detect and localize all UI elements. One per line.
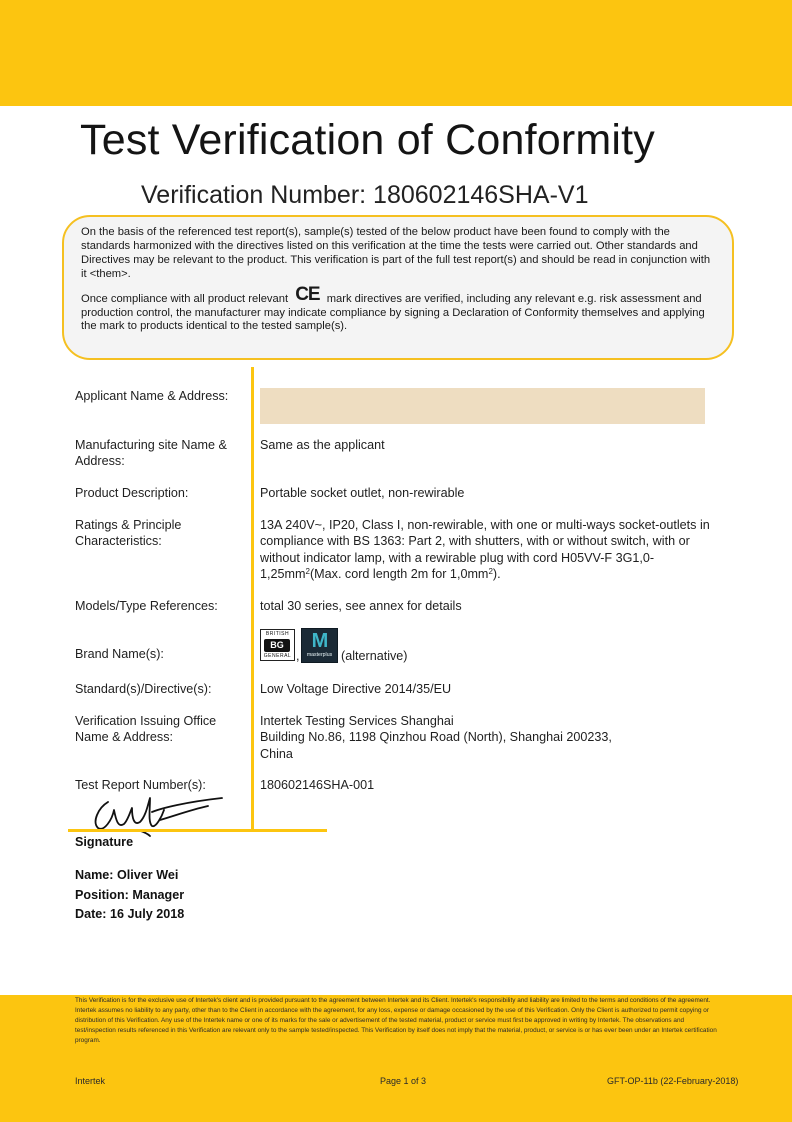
models-value: total 30 series, see annex for details	[260, 599, 462, 613]
ce-mark-icon: CE	[295, 283, 320, 305]
header-band	[0, 0, 792, 106]
manufacturing-value: Same as the applicant	[260, 438, 385, 452]
signature-label: Signature	[75, 835, 134, 849]
ratings-text-3: ).	[492, 566, 501, 581]
intro-paragraph-2-end: mark directives are verified, including any relevant e.g. risk assessment and production control, the manufacturer may indicate compliance by signing a Declaration of Conformity themselves and applying the mark to products identical to the tested sample(s).	[81, 292, 705, 333]
intro-box	[62, 215, 734, 360]
bg-british-general-logo	[260, 629, 295, 661]
ratings-text-1: 13A 240V~, IP20, Class I, non-rewirable, with one or multi-ways socket-outlets in compliance with BS 1363: Part 2, with shutters, with or without switch, with or without indicator lamp, with a rewirable plug with cord H05VV-F 3G1,0-1,25mm	[260, 518, 710, 581]
brand-alternative: (alternative)	[341, 649, 408, 663]
applicant-label: Applicant Name & Address:	[75, 389, 229, 403]
masterplus-logo	[301, 628, 338, 663]
intro-paragraph-1: On the basis of the referenced test report(s), sample(s) tested of the below product have been found to comply with the standards harmonized with the directives listed on this verification at the time the tests were carried out. Other standards and Directives may be relevant to the product. This verification is part of the full test report(s) and should be read in conjunction with it <them>.	[81, 226, 711, 280]
bg-logo-top-text: BRITISH	[265, 631, 290, 637]
bg-logo-main-text: BG	[264, 639, 290, 652]
verification-number: Verification Number: 180602146SHA-V1	[141, 181, 589, 209]
brand-label: Brand Name(s):	[75, 647, 164, 661]
vertical-divider	[251, 367, 254, 830]
signing-date: Date: 16 July 2018	[75, 907, 185, 921]
office-value	[260, 713, 740, 762]
masterplus-logo-text: masterplus	[306, 652, 333, 658]
applicant-redacted-block	[260, 388, 705, 424]
signer-position: Position: Manager	[75, 888, 185, 902]
ratings-label: Ratings & Principle Characteristics:	[75, 518, 182, 549]
models-label: Models/Type References:	[75, 599, 218, 613]
manufacturing-label: Manufacturing site Name & Address:	[75, 438, 227, 469]
bg-logo-bottom-text: GENERAL	[263, 653, 292, 659]
footer-company: Intertek	[75, 1076, 106, 1086]
signer-name: Name: Oliver Wei	[75, 868, 179, 882]
office-label: Verification Issuing Office Name & Address:	[75, 714, 217, 745]
footer-form-code: GFT-OP-11b (22-February-2018)	[607, 1076, 739, 1086]
report-value: 180602146SHA-001	[260, 778, 375, 792]
footer-disclaimer: This Verification is for the exclusive use of Intertek's client and is provided pursuant to the agreement between Intertek and its Client. Intertek's responsibility and liability are limited to the terms and conditions of the agreement. Intertek assumes no liability to any party, other than to the Client in accordance with the agreement, for any loss, expense or damage occasioned by the use of this Verification. Only the Client is authorized to permit copying or distribution of this Verification. Any use of the Intertek name or one of its marks for the sale or advertisement of the tested material, product or service must first be approved in writing by Intertek. The observations and test/inspection results referenced in this Verification are relevant only to the sample tested/inspected. This Verification by itself does not imply that the material, product, or service is or has ever been under an Intertek certification program.	[75, 997, 717, 1044]
signature-line	[68, 829, 327, 832]
report-label: Test Report Number(s):	[75, 778, 206, 792]
ratings-sup-1: 2	[305, 566, 310, 576]
intro-paragraph-2	[81, 283, 714, 335]
product-value: Portable socket outlet, non-rewirable	[260, 486, 465, 500]
product-label: Product Description:	[75, 486, 189, 500]
footer-page-number: Page 1 of 3	[380, 1076, 427, 1086]
ratings-value	[260, 517, 732, 582]
intro-paragraph-2-start: Once compliance with all product relevant	[81, 292, 289, 305]
standards-label: Standard(s)/Directive(s):	[75, 682, 212, 696]
masterplus-logo-mark: M	[311, 630, 329, 652]
ratings-sup-2: 2	[488, 566, 493, 576]
standards-value: Low Voltage Directive 2014/35/EU	[260, 682, 452, 696]
office-line-1: Intertek Testing Services Shanghai	[260, 714, 454, 728]
document-title: Test Verification of Conformity	[80, 116, 655, 164]
ratings-text-2: (Max. cord length 2m for 1,0mm	[309, 566, 489, 581]
brand-separator: ,	[296, 649, 300, 663]
handwritten-signature	[90, 790, 230, 840]
office-line-3: China	[260, 746, 293, 761]
office-line-2: Building No.86, 1198 Qinzhou Road (North), Shanghai 200233,	[260, 730, 612, 745]
